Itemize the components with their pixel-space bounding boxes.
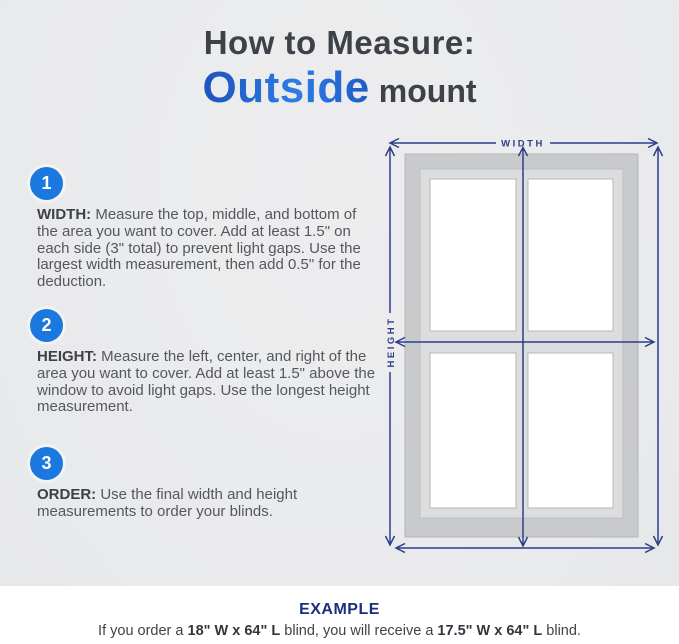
page-header <box>0 24 679 113</box>
example-heading: EXAMPLE <box>299 601 380 618</box>
window-illustration <box>405 154 638 537</box>
width-arrow-label: WIDTH <box>501 138 545 150</box>
bottom-width-arrow <box>396 544 654 553</box>
example-received-size: 17.5" W x 64" L <box>437 623 543 639</box>
example-middle: blind, you will receive a <box>280 623 438 639</box>
height-arrow-label: HEIGHT <box>386 316 397 368</box>
step-3-badge: 3 <box>30 447 63 480</box>
height-arrow <box>386 147 398 545</box>
example-section <box>0 586 679 644</box>
example-suffix: blind. <box>542 623 581 639</box>
step-width <box>30 167 375 291</box>
window-diagram-svg <box>378 128 678 560</box>
subtitle-highlight: Outside <box>202 63 370 112</box>
step-2-text <box>37 349 389 416</box>
window-pane-top-right <box>528 179 613 331</box>
example-sentence <box>0 623 679 639</box>
step-height <box>30 309 389 416</box>
step-1-text <box>37 207 375 291</box>
subtitle-suffix: mount <box>378 73 477 109</box>
step-1-badge: 1 <box>30 167 63 200</box>
step-2-badge: 2 <box>30 309 63 342</box>
window-pane-top-left <box>430 179 516 331</box>
step-3-label: ORDER: <box>37 486 97 503</box>
step-3-text <box>37 487 375 521</box>
step-3-body: Use the final width and height measurements to order your blinds. <box>37 486 298 520</box>
window-pane-bottom-right <box>528 353 613 508</box>
right-height-arrow <box>654 147 663 545</box>
window-measure-diagram <box>378 128 678 560</box>
example-prefix: If you order a <box>98 623 188 639</box>
step-2-label: HEIGHT: <box>37 348 97 365</box>
page-subtitle <box>0 63 679 113</box>
step-2-body: Measure the left, center, and right of the area you want to cover. Add at least 1.5" above the window to avoid light gaps. Use the longest height measurement. <box>37 348 376 416</box>
window-pane-bottom-left <box>430 353 516 508</box>
step-order <box>30 447 375 521</box>
page-title: How to Measure: <box>203 24 476 61</box>
step-1-label: WIDTH: <box>37 206 92 223</box>
step-1-body: Measure the top, middle, and bottom of the area you want to cover. Add at least 1.5" on each side (3" total) to prevent light gaps. Use the largest width measurement, then add 0.5" for the deduction. <box>37 206 361 291</box>
example-ordered-size: 18" W x 64" L <box>187 623 281 639</box>
